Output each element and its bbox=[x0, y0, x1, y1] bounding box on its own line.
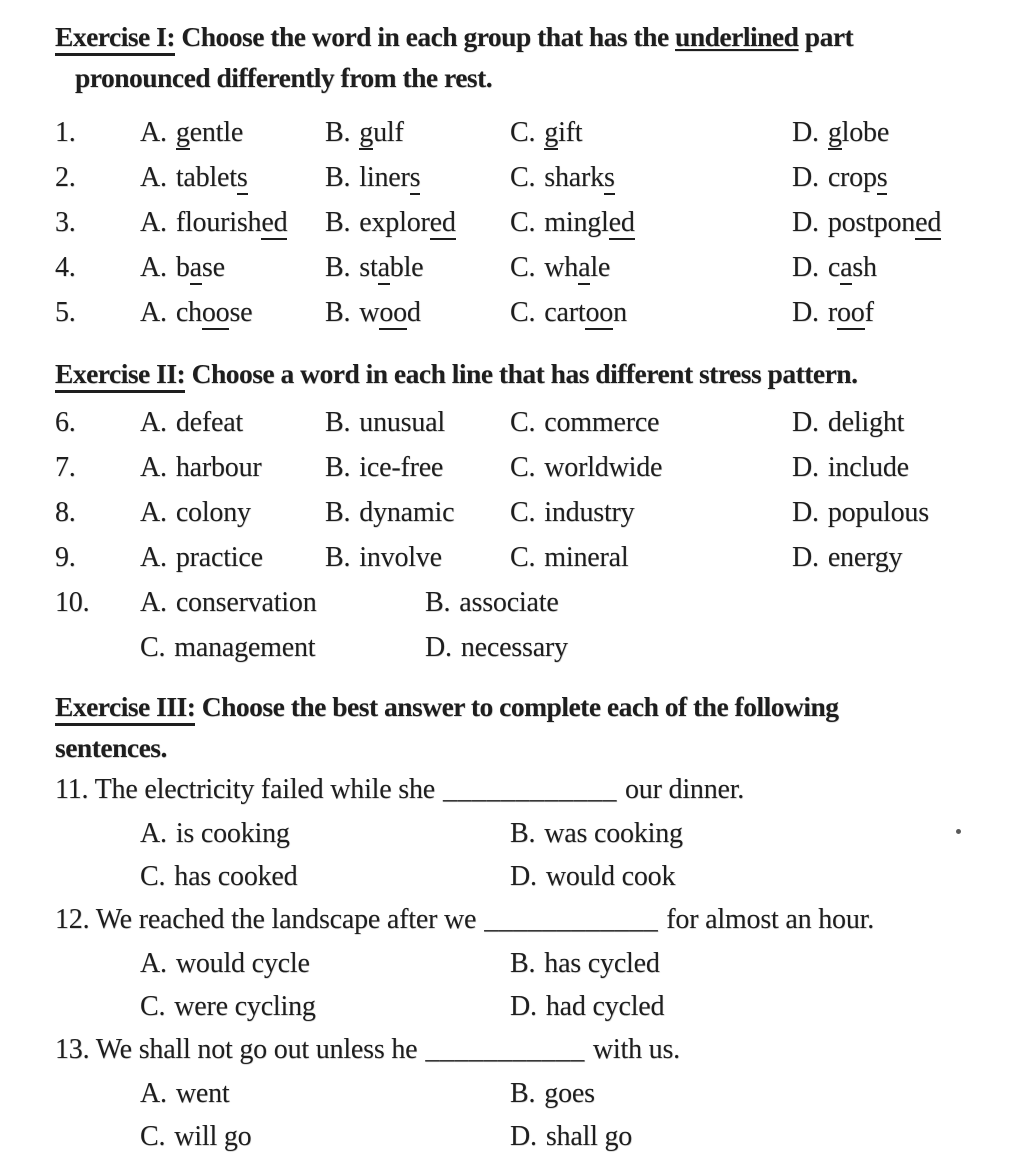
answer-option-d bbox=[792, 155, 1004, 200]
option-letter: D. bbox=[792, 162, 819, 193]
exercise2-heading bbox=[55, 353, 1004, 394]
option-word: unusual bbox=[359, 407, 445, 438]
question-row-4 bbox=[55, 245, 1004, 290]
question-row-10-line2 bbox=[55, 625, 1004, 670]
option-word: explored bbox=[359, 207, 456, 238]
option-letter: B. bbox=[325, 407, 351, 438]
question-stem: 13. We shall not go out unless he ___________ with us. bbox=[55, 1034, 680, 1065]
underlined-letters: oo bbox=[379, 297, 407, 328]
answer-option-c bbox=[510, 400, 792, 445]
exercise3-heading-text: Choose the best answer to complete each of the following bbox=[195, 691, 839, 722]
exercise1-heading-text: Choose the word in each group that has the bbox=[175, 21, 676, 52]
option-word: ice-free bbox=[359, 452, 444, 483]
option-word: base bbox=[175, 252, 225, 283]
options-line2 bbox=[140, 985, 1004, 1028]
underlined-letters: oo bbox=[836, 297, 865, 328]
answer-option-b bbox=[510, 812, 1004, 855]
option-word: is cooking bbox=[175, 818, 290, 849]
underlined-word: underlined bbox=[675, 21, 799, 52]
exercise1-heading-tail: part bbox=[798, 21, 854, 52]
exercise3-heading-line1 bbox=[55, 686, 1004, 727]
underlined-letters: a bbox=[189, 252, 202, 283]
option-word: was cooking bbox=[544, 818, 683, 849]
option-word: were cycling bbox=[174, 991, 316, 1022]
answer-option-d bbox=[510, 1115, 1004, 1158]
options-line1 bbox=[140, 1072, 1004, 1115]
answer-option-c bbox=[510, 245, 792, 290]
scan-artifact-dot bbox=[956, 829, 961, 834]
answer-option-a bbox=[140, 155, 325, 200]
answer-option-d bbox=[510, 855, 1004, 898]
option-letter: C. bbox=[140, 861, 166, 892]
option-letter: B. bbox=[325, 452, 351, 483]
option-letter: B. bbox=[325, 207, 351, 238]
option-letter: D. bbox=[792, 252, 819, 283]
option-word: postponed bbox=[827, 207, 942, 238]
answer-option-d bbox=[510, 985, 1004, 1028]
question-row-1 bbox=[55, 110, 1004, 155]
question-11 bbox=[55, 768, 1004, 898]
answer-option-a bbox=[140, 290, 325, 335]
answer-option-a bbox=[140, 445, 325, 490]
question-stem: 11. The electricity failed while she ____________ our dinner. bbox=[55, 774, 745, 805]
option-letter: B. bbox=[325, 497, 351, 528]
underlined-letters: oo bbox=[585, 297, 614, 328]
option-word: gulf bbox=[359, 117, 404, 148]
question-row-9 bbox=[55, 535, 1004, 580]
answer-blank: ___________ bbox=[425, 1034, 585, 1065]
option-letter: D. bbox=[792, 117, 819, 148]
option-letter: A. bbox=[140, 162, 167, 193]
option-word: roof bbox=[827, 297, 874, 328]
question-number: 7. bbox=[55, 452, 76, 483]
exercise1-label: Exercise I: bbox=[55, 21, 175, 56]
answer-option-a bbox=[140, 110, 325, 155]
question-number: 9. bbox=[55, 542, 76, 573]
option-word: gentle bbox=[175, 117, 244, 148]
answer-option-c bbox=[510, 200, 792, 245]
option-letter: D. bbox=[792, 452, 819, 483]
option-word: mingled bbox=[544, 207, 635, 238]
question-number: 1. bbox=[55, 117, 76, 148]
answer-option-d bbox=[792, 535, 1004, 580]
option-word: liners bbox=[359, 162, 421, 193]
underlined-letters: ed bbox=[261, 207, 288, 238]
answer-option-b bbox=[510, 1072, 1004, 1115]
option-word: colony bbox=[175, 497, 251, 528]
option-letter: C. bbox=[510, 207, 536, 238]
option-letter: C. bbox=[510, 117, 536, 148]
option-word: flourished bbox=[175, 207, 288, 238]
answer-option-d bbox=[792, 400, 1004, 445]
option-letter: A. bbox=[140, 252, 167, 283]
answer-option-a bbox=[140, 200, 325, 245]
option-letter: A. bbox=[140, 117, 167, 148]
option-letter: A. bbox=[140, 407, 167, 438]
answer-option-b bbox=[325, 155, 510, 200]
option-letter: D. bbox=[510, 991, 537, 1022]
option-word: mineral bbox=[544, 542, 629, 573]
options-line1 bbox=[140, 812, 1004, 855]
exercise1-heading bbox=[55, 16, 1004, 98]
option-word: necessary bbox=[460, 632, 568, 663]
underlined-letters: ed bbox=[429, 207, 456, 238]
answer-option-a bbox=[140, 942, 510, 985]
answer-option-a bbox=[140, 812, 510, 855]
answer-option-c bbox=[510, 155, 792, 200]
option-word: will go bbox=[174, 1121, 252, 1152]
answer-option-c bbox=[510, 445, 792, 490]
option-word: choose bbox=[175, 297, 253, 328]
answer-option-b bbox=[325, 110, 510, 155]
answer-option-d bbox=[792, 200, 1004, 245]
option-word: defeat bbox=[175, 407, 244, 438]
answer-option-c bbox=[510, 290, 792, 335]
option-word: involve bbox=[359, 542, 442, 573]
option-word: had cycled bbox=[545, 991, 665, 1022]
option-letter: D. bbox=[425, 632, 452, 663]
option-letter: A. bbox=[140, 948, 167, 979]
answer-option-d bbox=[792, 290, 1004, 335]
option-word: crops bbox=[827, 162, 888, 193]
question-number: 2. bbox=[55, 162, 76, 193]
question-number: 8. bbox=[55, 497, 76, 528]
question-row-10-line1 bbox=[55, 580, 1004, 625]
answer-option-a bbox=[140, 490, 325, 535]
option-word: conservation bbox=[175, 587, 317, 618]
answer-option-d bbox=[425, 625, 1004, 670]
options-line1 bbox=[140, 942, 1004, 985]
question-number: 5. bbox=[55, 297, 76, 328]
answer-option-a bbox=[140, 1072, 510, 1115]
underlined-letters: s bbox=[603, 162, 615, 193]
question-row-3 bbox=[55, 200, 1004, 245]
question-13 bbox=[55, 1028, 1004, 1158]
underlined-letters: a bbox=[840, 252, 853, 283]
option-letter: C. bbox=[510, 162, 536, 193]
exercise3-heading-line2: sentences. bbox=[55, 732, 167, 763]
option-letter: C. bbox=[510, 497, 536, 528]
answer-option-d bbox=[792, 445, 1004, 490]
answer-option-c bbox=[510, 110, 792, 155]
question-number-spacer bbox=[55, 625, 140, 670]
option-letter: A. bbox=[140, 542, 167, 573]
underlined-letters: s bbox=[409, 162, 421, 193]
option-letter: A. bbox=[140, 452, 167, 483]
option-word: tablets bbox=[175, 162, 248, 193]
option-word: wood bbox=[359, 297, 421, 328]
exercise2-label: Exercise II: bbox=[55, 358, 185, 393]
answer-option-c bbox=[140, 1115, 510, 1158]
question-row-2 bbox=[55, 155, 1004, 200]
option-letter: C. bbox=[510, 297, 536, 328]
option-letter: C. bbox=[510, 452, 536, 483]
options-line2 bbox=[140, 1115, 1004, 1158]
option-word: associate bbox=[459, 587, 559, 618]
option-word: commerce bbox=[544, 407, 660, 438]
exercise1-heading-line1 bbox=[55, 16, 1004, 57]
option-letter: B. bbox=[325, 297, 351, 328]
underlined-letters: s bbox=[876, 162, 888, 193]
option-letter: A. bbox=[140, 587, 167, 618]
question-row-7 bbox=[55, 445, 1004, 490]
underlined-letters: g bbox=[175, 117, 190, 148]
underlined-letters: g bbox=[359, 117, 374, 148]
answer-blank: ____________ bbox=[443, 774, 617, 805]
question-number: 3. bbox=[55, 207, 76, 238]
option-letter: B. bbox=[325, 252, 351, 283]
answer-option-b bbox=[425, 580, 1004, 625]
option-word: harbour bbox=[175, 452, 262, 483]
answer-option-c bbox=[510, 490, 792, 535]
option-word: management bbox=[174, 632, 316, 663]
answer-option-c bbox=[140, 985, 510, 1028]
underlined-letters: oo bbox=[201, 297, 230, 328]
option-word: whale bbox=[544, 252, 611, 283]
option-word: went bbox=[175, 1078, 230, 1109]
option-word: sharks bbox=[544, 162, 615, 193]
underlined-letters: a bbox=[377, 252, 390, 283]
question-row-5 bbox=[55, 290, 1004, 335]
question-row-6 bbox=[55, 400, 1004, 445]
underlined-letters: ed bbox=[608, 207, 635, 238]
option-word: worldwide bbox=[544, 452, 663, 483]
answer-option-c bbox=[140, 625, 425, 670]
option-word: include bbox=[827, 452, 909, 483]
option-letter: B. bbox=[425, 587, 451, 618]
answer-option-b bbox=[325, 290, 510, 335]
option-letter: C. bbox=[510, 252, 536, 283]
option-letter: C. bbox=[140, 1121, 166, 1152]
option-word: dynamic bbox=[359, 497, 455, 528]
answer-option-b bbox=[325, 535, 510, 580]
answer-option-b bbox=[325, 445, 510, 490]
option-letter: B. bbox=[325, 542, 351, 573]
option-letter: D. bbox=[792, 297, 819, 328]
option-letter: D. bbox=[792, 542, 819, 573]
option-letter: B. bbox=[325, 162, 351, 193]
answer-option-c bbox=[510, 535, 792, 580]
option-letter: B. bbox=[325, 117, 351, 148]
option-word: practice bbox=[175, 542, 263, 573]
exercise3-label: Exercise III: bbox=[55, 691, 195, 726]
options-line2 bbox=[140, 855, 1004, 898]
answer-option-c bbox=[140, 855, 510, 898]
option-letter: C. bbox=[510, 407, 536, 438]
option-letter: B. bbox=[510, 948, 536, 979]
exercise1-heading-line2: pronounced differently from the rest. bbox=[75, 62, 493, 93]
option-letter: D. bbox=[792, 407, 819, 438]
option-letter: A. bbox=[140, 1078, 167, 1109]
answer-option-a bbox=[140, 245, 325, 290]
answer-option-b bbox=[325, 400, 510, 445]
option-letter: D. bbox=[510, 861, 537, 892]
option-word: gift bbox=[544, 117, 583, 148]
option-word: stable bbox=[359, 252, 424, 283]
answer-option-b bbox=[325, 245, 510, 290]
answer-option-d bbox=[792, 110, 1004, 155]
answer-option-a bbox=[140, 580, 425, 625]
answer-option-a bbox=[140, 400, 325, 445]
underlined-letters: g bbox=[544, 117, 559, 148]
option-word: shall go bbox=[545, 1121, 633, 1152]
option-word: globe bbox=[827, 117, 890, 148]
option-word: cartoon bbox=[544, 297, 627, 328]
option-letter: B. bbox=[510, 1078, 536, 1109]
option-letter: D. bbox=[792, 497, 819, 528]
answer-option-d bbox=[792, 490, 1004, 535]
underlined-letters: s bbox=[236, 162, 248, 193]
answer-option-d bbox=[792, 245, 1004, 290]
option-letter: C. bbox=[140, 632, 166, 663]
question-number: 4. bbox=[55, 252, 76, 283]
option-letter: C. bbox=[510, 542, 536, 573]
option-word: would cycle bbox=[175, 948, 310, 979]
option-letter: A. bbox=[140, 207, 167, 238]
answer-option-b bbox=[325, 490, 510, 535]
option-letter: D. bbox=[792, 207, 819, 238]
question-stem: 12. We reached the landscape after we ____________ for almost an hour. bbox=[55, 904, 874, 935]
option-word: industry bbox=[544, 497, 635, 528]
option-word: has cooked bbox=[174, 861, 298, 892]
option-word: would cook bbox=[545, 861, 676, 892]
option-letter: A. bbox=[140, 818, 167, 849]
option-letter: A. bbox=[140, 497, 167, 528]
option-word: cash bbox=[827, 252, 877, 283]
underlined-letters: a bbox=[578, 252, 591, 283]
option-word: populous bbox=[827, 497, 929, 528]
underlined-letters: g bbox=[827, 117, 842, 148]
answer-option-a bbox=[140, 535, 325, 580]
option-word: has cycled bbox=[544, 948, 660, 979]
underlined-letters: ed bbox=[915, 207, 942, 238]
option-letter: A. bbox=[140, 297, 167, 328]
answer-blank: ____________ bbox=[484, 904, 659, 935]
exercise2-heading-text: Choose a word in each line that has different stress pattern. bbox=[185, 358, 858, 389]
exercise2-heading-line1 bbox=[55, 353, 1004, 394]
question-12 bbox=[55, 898, 1004, 1028]
option-letter: D. bbox=[510, 1121, 537, 1152]
option-word: energy bbox=[827, 542, 903, 573]
answer-option-b bbox=[325, 200, 510, 245]
question-row-8 bbox=[55, 490, 1004, 535]
question-number: 6. bbox=[55, 407, 76, 438]
answer-option-b bbox=[510, 942, 1004, 985]
option-letter: B. bbox=[510, 818, 536, 849]
option-word: goes bbox=[544, 1078, 595, 1109]
exercise3-heading bbox=[55, 686, 1004, 768]
option-letter: C. bbox=[140, 991, 166, 1022]
option-word: delight bbox=[827, 407, 905, 438]
question-number: 10. bbox=[55, 587, 90, 618]
